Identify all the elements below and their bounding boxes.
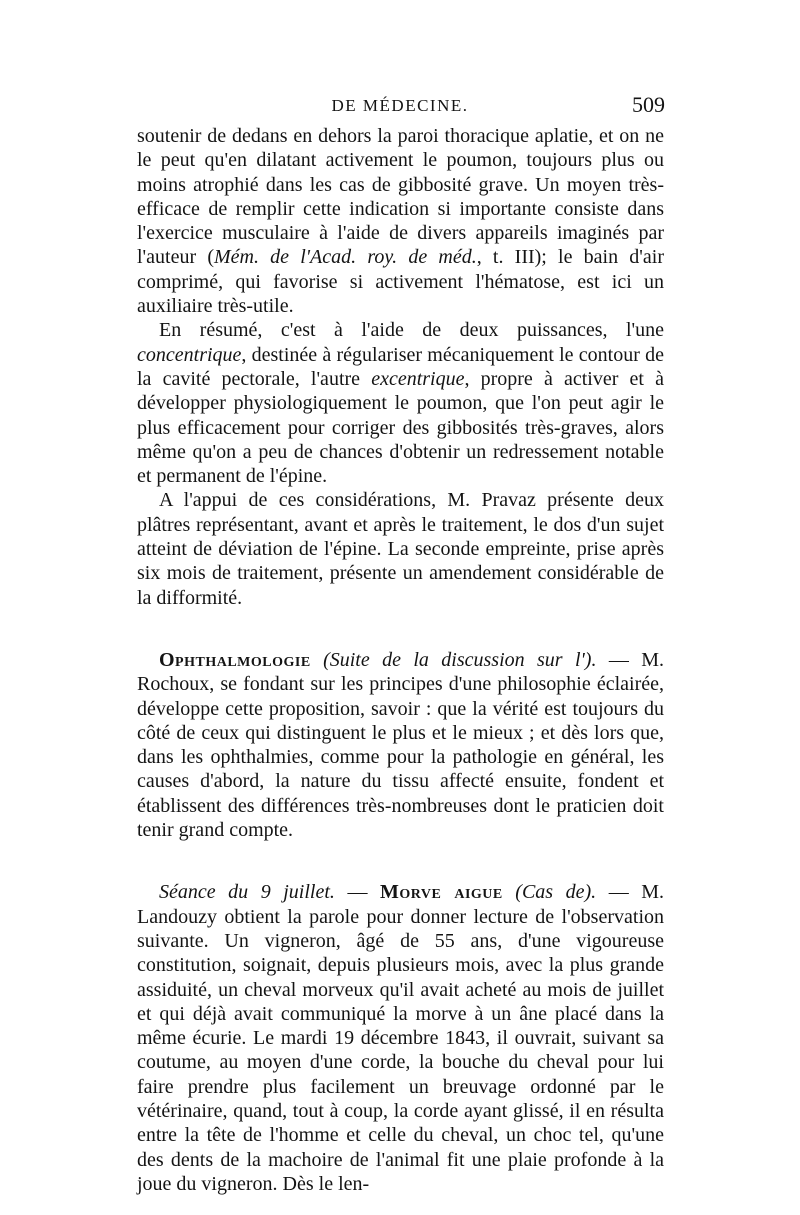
paragraph-3: A l'appui de ces considérations, M. Pravaz présente deux plâtres représentant, avant et après le traitement, le dos d'un sujet atteint de déviation de l'épine. La seconde empreinte, prise après six mois de traitement, présente un amendement considérable de la difformité. bbox=[137, 489, 664, 609]
paragraph-1: soutenir de dedans en dehors la paroi thoracique aplatie, et on ne le peut qu'en dilatant activement le poumon, toujours plus ou moins atrophié dans les cas de gibbosité grave. Un moyen très-efficace de remplir cette indication si importante consiste dans l'exercice musculaire à l'aide de divers appareils imaginés par l'auteur (Mém. de l'Acad. roy. de méd., t. III); le bain d'air comprimé, qui favorise si activement l'hématose, est ici un auxiliaire très-utile. bbox=[137, 125, 664, 318]
running-head bbox=[135, 92, 665, 126]
paragraph-ophthalmologie: Ophthalmologie (Suite de la discussion sur l'). — M. Rochoux, se fondant sur les principes d'une philosophie éclairée, développe cette proposition, savoir : que la vérité est toujours du côté de ceux qui distinguent le plus et le mieux ; et dès lors que, dans les ophthalmies, comme pour la pathologie en général, les causes d'abord, la nature du tissu affecté ensuite, fondent et établissent des différences très-nombreuses dont le praticien doit tenir grand compte. bbox=[137, 648, 665, 842]
page-number: 509 bbox=[632, 92, 665, 117]
paragraph-morve-aigue: Séance du 9 juillet. — Morve aigue (Cas de). — M. Landouzy obtient la parole pour donner lecture de l'observation suivante. Un vigneron, âgé de 55 ans, d'une vigoureuse constitution, soignait, depuis plusieurs mois, avec la plus grande assiduité, un cheval morveux qu'il avait acheté au mois de juillet et qui déjà avait communiqué la morve à un âne placé dans la même écurie. Le mardi 19 décembre 1843, il ouvrait, suivant sa coutume, au moyen d'une corde, la bouche du cheval pour lui faire prendre plus facilement un breuvage ordonné par le vétérinaire, quand, tout à coup, la corde ayant glissé, il en résulta entre la tête de l'homme et celle du cheval, un choc tel, qu'une des dents de la machoire de l'animal fit une plaie profonde à la joue du vigneron. Dès le len- bbox=[137, 881, 665, 1195]
body-text bbox=[137, 124, 664, 1196]
paragraph-2: En résumé, c'est à l'aide de deux puissances, l'une concentrique, destinée à régulariser mécaniquement le contour de la cavité pectorale, l'autre excentrique, propre à activer et à développer physiologiquement le poumon, que l'on peut agir le plus efficacement pour corriger des gibbosités très-graves, alors même qu'on a peu de chances d'obtenir un redressement notable et permanent de l'épine. bbox=[137, 319, 664, 488]
section-heading: Morve aigue bbox=[379, 881, 503, 904]
running-title: DE MÉDECINE. bbox=[331, 96, 469, 115]
section-heading: Ophthalmologie bbox=[159, 648, 311, 671]
